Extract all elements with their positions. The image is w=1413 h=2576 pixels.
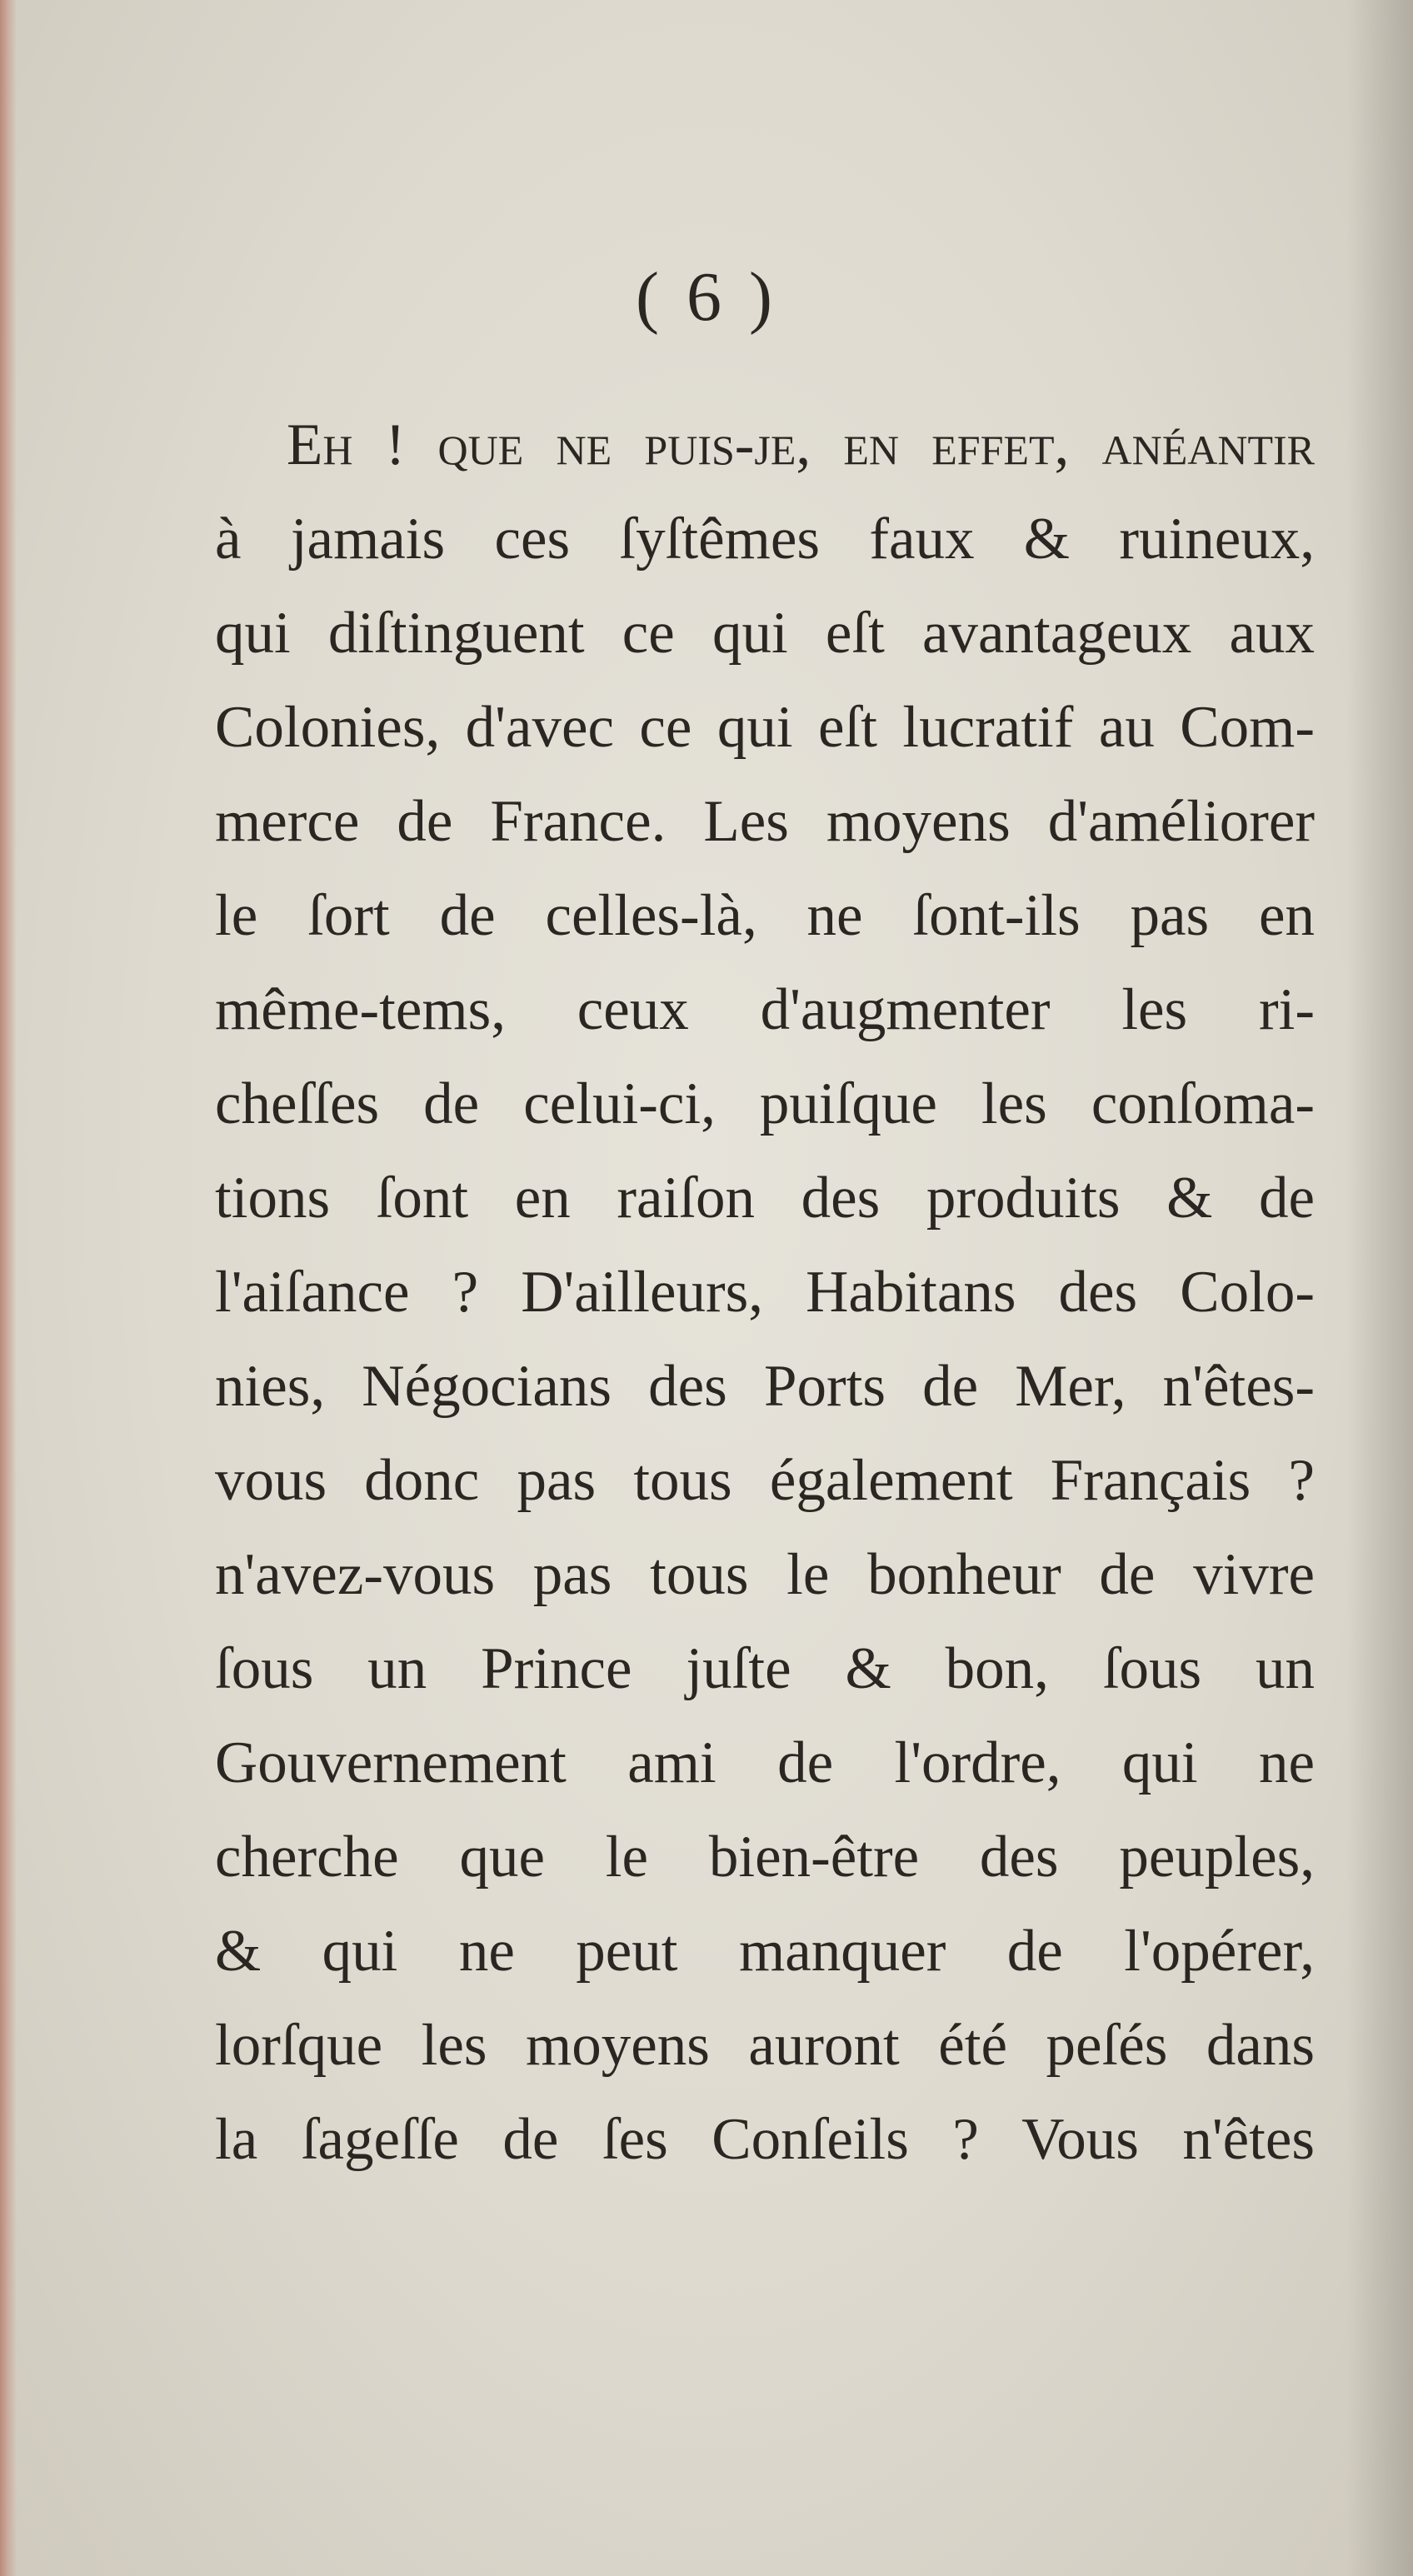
- text-line: merce de France. Les moyens d'améliorer: [215, 789, 1315, 854]
- text-line: cherche que le bien-être des peuples,: [215, 1825, 1315, 1890]
- text-line: à jamais ces ſyſtêmes faux & ruineux,: [215, 507, 1315, 572]
- text-line: le ſort de celles-là, ne ſont-ils pas en: [215, 883, 1315, 948]
- text-line: nies, Négocians des Ports de Mer, n'êtes-: [215, 1354, 1315, 1419]
- text-line: Gouvernement ami de l'ordre, qui ne: [215, 1730, 1315, 1795]
- text-line: la ſageſſe de ſes Conſeils ? Vous n'êtes: [215, 2107, 1315, 2172]
- page-number: ( 6 ): [636, 258, 777, 336]
- text-line: l'aiſance ? D'ailleurs, Habitans des Colo-: [215, 1260, 1315, 1325]
- text-line: tions ſont en raiſon des produits & de: [215, 1166, 1315, 1231]
- text-line: Eh ! que ne puis-je, en effet, anéantir: [287, 412, 1315, 477]
- text-line: lorſque les moyens auront été peſés dans: [215, 2013, 1315, 2078]
- text-line: qui diſtinguent ce qui eſt avantageux aux: [215, 601, 1315, 666]
- text-line: même-tems, ceux d'augmenter les ri-: [215, 977, 1315, 1042]
- body-text: [215, 398, 1315, 2187]
- text-line: & qui ne peut manquer de l'opérer,: [215, 1919, 1315, 1984]
- text-line: vous donc pas tous également Français ?: [215, 1448, 1315, 1513]
- text-line: n'avez-vous pas tous le bonheur de vivre: [215, 1542, 1315, 1607]
- text-line: cheſſes de celui-ci, puiſque les conſoma-: [215, 1071, 1315, 1136]
- page-left-edge: [0, 0, 17, 2576]
- text-line: ſous un Prince juſte & bon, ſous un: [215, 1636, 1315, 1701]
- text-line: Colonies, d'avec ce qui eſt lucratif au Com-: [215, 695, 1315, 760]
- page-gutter-shadow: [1346, 0, 1413, 2576]
